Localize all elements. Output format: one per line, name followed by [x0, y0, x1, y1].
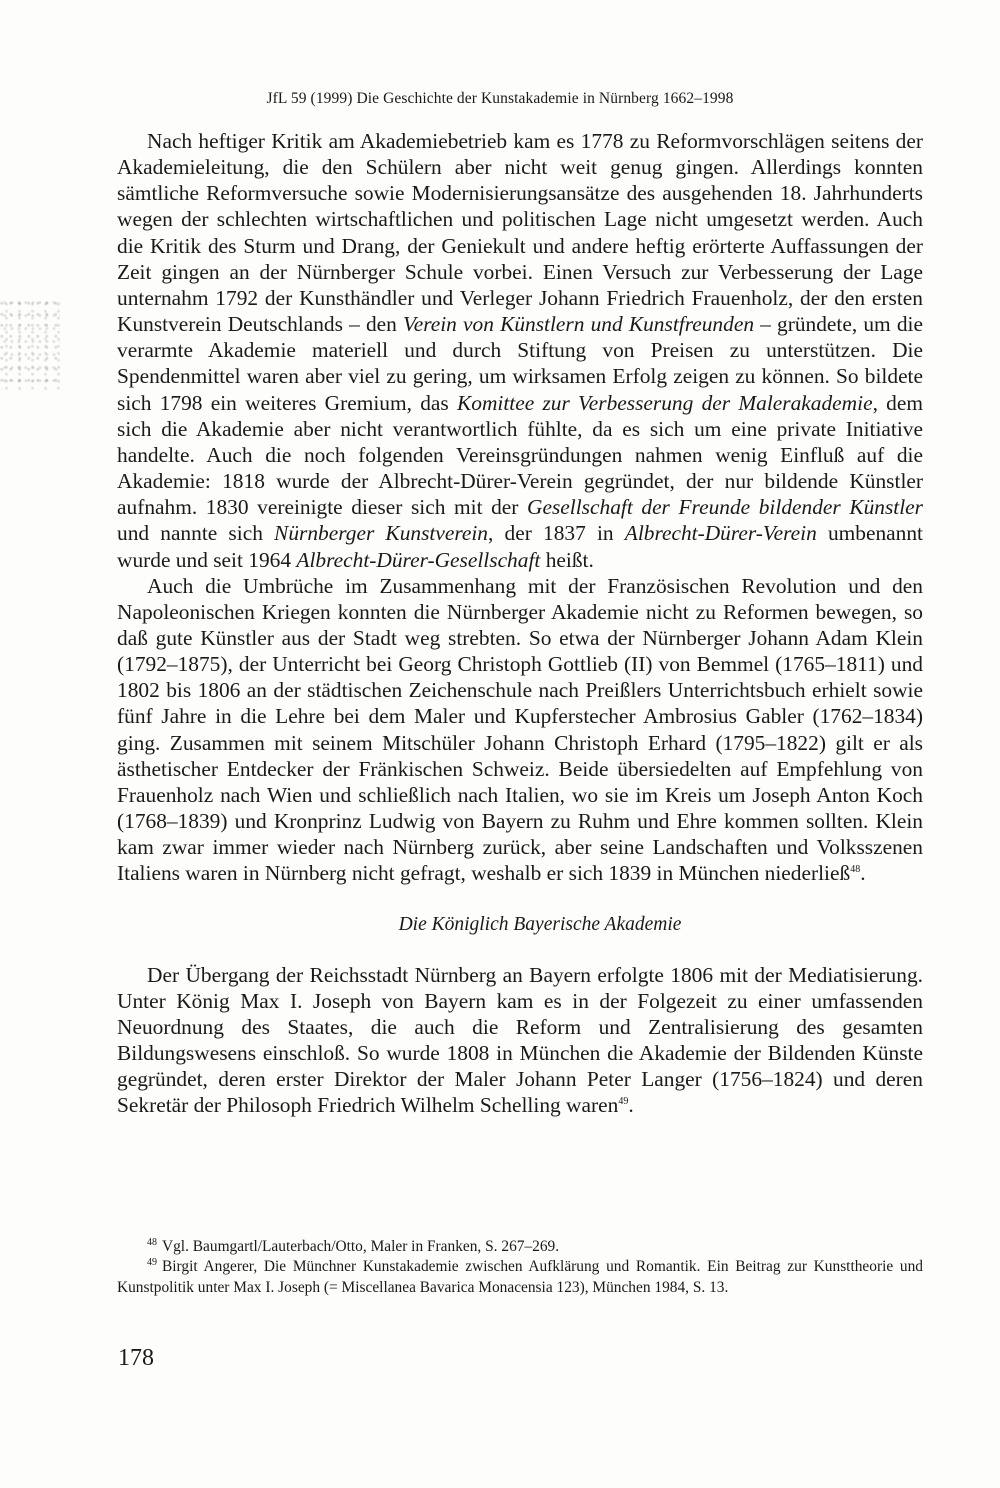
- italic-title: Albrecht-Dürer-Verein: [624, 521, 817, 546]
- footnote-ref: 49: [618, 1096, 629, 1108]
- italic-title: Nürnberger Kunstverein: [274, 521, 489, 546]
- text-run: .: [860, 861, 866, 886]
- footnote-ref: 48: [850, 864, 861, 876]
- body-text: [117, 128, 923, 1118]
- text-run: umbenannt wurde und seit 1964: [117, 521, 923, 572]
- footnote-48: [117, 1237, 923, 1257]
- section-heading: Die Königlich Bayerische Akademie: [398, 913, 682, 935]
- page-number: 178: [118, 1345, 154, 1371]
- text-run: Auch die Umbrüche im Zusammenhang mit der Französischen Revolution und den Napoleonischen Kriegen konnten die Nürnberger Akademie nicht zu Reformen bewegen, so daß gute Künstler aus der Stadt weg strebten. So etwa der Nürnberger Johann Adam Klein (1792–1875), der Unterricht bei Georg Christoph Gottlieb (II) von Bemmel (1765–1811) und 1802 bis 1806 an der städtischen Zeichenschule nach Preißlers Unterrichtsbuch erhielt sowie fünf Jahre in die Lehre bei dem Maler und Kupferstecher Ambrosius Gabler (1762–1834) ging. Zusammen mit seinem Mitschüler Johann Christoph Erhard (1795–1822) gilt er als ästhetischer Entdecker der Fränkischen Schweiz. Beide übersiedelten auf Empfehlung von Frauenholz nach Wien und schließlich nach Italien, wo sie im Kreis um Joseph Anton Koch (1768–1839) und Kronprinz Ludwig von Bayern zu Ruhm und Ehre kommen sollten. Klein kam zwar immer wieder nach Nürnberg zurück, aber seine Landschaften und Volksszenen Italiens waren in Nürnberg nicht gefragt, weshalb er sich 1839 in München niederließ: [117, 573, 923, 886]
- text-run: , der 1837 in: [488, 521, 625, 546]
- italic-title: Verein von Künstlern und Kunstfreunden: [403, 312, 755, 337]
- italic-title: Gesellschaft der Freunde bildender Künstler: [527, 495, 924, 520]
- footnote-49: [117, 1257, 923, 1298]
- text-run: – gründete, um die verarmte Akademie materiell und durch Stiftung von Preisen zu unterstützen. Die Spendenmittel waren aber viel zu gering, um wirksamen Erfolg zeigen zu können. So bildete sich 1798 ein weiteres Gremium, das: [117, 312, 923, 415]
- footnote-number: 49: [147, 1257, 157, 1269]
- italic-title: Albrecht-Dürer-Gesellschaft: [296, 547, 541, 572]
- footnote-text: Birgit Angerer, Die Münchner Kunstakademie zwischen Aufklärung und Romantik. Ein Beitrag zur Kunsttheorie und Kunstpolitik unter Max I. Joseph (= Miscellanea Bavarica Monacensia 123), München 1984, S. 13.: [117, 1258, 923, 1296]
- paragraph-2: [117, 573, 923, 887]
- footnote-text: Vgl. Baumgartl/Lauterbach/Otto, Maler in Franken, S. 267–269.: [162, 1238, 560, 1255]
- paragraph-1: [117, 128, 923, 573]
- scan-speckle: [0, 300, 60, 390]
- text-run: , dem sich die Akademie aber nicht verantwortlich fühlte, da es sich um eine private Initiative handelte. Auch die noch folgenden Vereinsgründungen nahmen wenig Einfluß auf die Akademie: 1818 wurde der Albrecht-Dürer-Verein gegründet, der nur bildende Künstler aufnahm. 1830 vereinigte dieser sich mit der: [117, 390, 924, 520]
- text-run: .: [628, 1093, 634, 1118]
- footnotes: [117, 1237, 923, 1298]
- footnote-number: 48: [147, 1236, 157, 1248]
- text-run: heißt.: [540, 547, 594, 572]
- text-run: und nannte sich: [117, 521, 275, 546]
- italic-title: Komittee zur Verbesserung der Malerakademie: [456, 390, 873, 415]
- text-run: Der Übergang der Reichsstadt Nürnberg an Bayern erfolgte 1806 mit der Mediatisierung. Unter König Max I. Joseph von Bayern kam es in der Folgezeit zu einer umfassenden Neuordnung des Staates, die auch die Reform und Zentralisierung des gesamten Bildungswesens einschloß. So wurde 1808 in München die Akademie der Bildenden Künste gegründet, deren erster Direktor der Maler Johann Peter Langer (1756–1824) und deren Sekretär der Philosoph Friedrich Wilhelm Schelling waren: [117, 962, 923, 1118]
- text-run: Nach heftiger Kritik am Akademiebetrieb kam es 1778 zu Reformvorschlägen seitens der Akademieleitung, die den Schülern aber nicht weit genug gingen. Allerdings konnten sämtliche Reformversuche sowie Modernisierungsansätze des ausgehenden 18. Jahrhunderts wegen der schlechten wirtschaftlichen und politischen Lage nicht umgesetzt werden. Auch die Kritik des Sturm und Drang, der Geniekult und andere heftig erörterte Auffassungen der Zeit gingen an der Nürnberger Schule vorbei. Einen Versuch zur Verbesserung der Lage unternahm 1792 der Kunsthändler und Verleger Johann Friedrich Frauenholz, der den ersten Kunstverein Deutschlands – den: [117, 129, 923, 337]
- paragraph-3: [117, 962, 923, 1119]
- running-head: JfL 59 (1999) Die Geschichte der Kunstakademie in Nürnberg 1662–1998: [266, 90, 734, 107]
